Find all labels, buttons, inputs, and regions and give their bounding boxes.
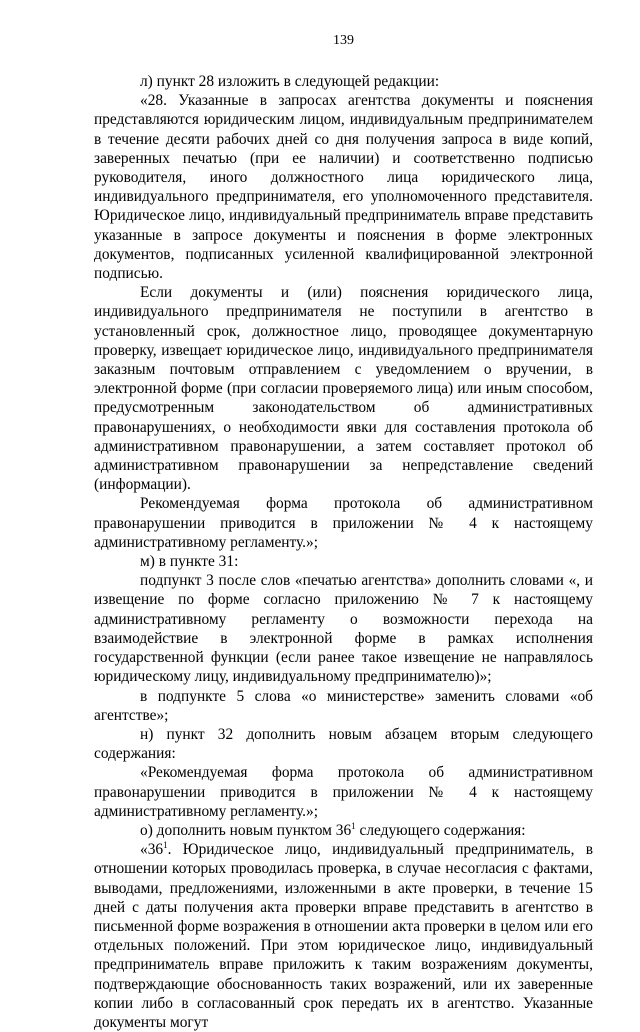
page-number: 139 xyxy=(333,33,354,48)
document-body xyxy=(94,72,593,1032)
paragraph-subpoint-3: подпункт 3 после слов «печатью агентства» дополнить словами «, и извещение по форме согласно приложению № 7 к настоящему административному регламенту о возможности перехода на взаимодействие в электронной форме в рамках исполнения государственной функции (если ранее такое извещение не направлялось юридическому лицу, индивидуальному предпринимателю)»; xyxy=(94,572,593,686)
paragraph-item-l: л) пункт 28 изложить в следующей редакции: xyxy=(140,73,440,90)
paragraph-subpoint-5: в подпункте 5 слова «о министерстве» заменить словами «об агентстве»; xyxy=(94,687,593,724)
paragraph-point-28: «28. Указанные в запросах агентства документы и пояснения представляются юридическим лицом, индивидуальным предпринимателем в течение десяти рабочих дней со дня получения запроса в виде копий, заверенных печатью (при ее наличии) и соответственно подписью руководителя, иного должностного лица юридического лица, индивидуального предпринимателя, его уполномоченного представителя. Юридическое лицо, индивидуальный предприниматель вправе представить указанные в запросе документы и пояснения в форме электронных документов, подписанных усиленной квалифицированной электронной подписью. xyxy=(94,92,593,283)
paragraph-item-o: о) дополнить новым пунктом $36^1$ следующего содержания: xyxy=(140,820,526,839)
paragraph-point-36-1: «$36^1$. Юридическое лицо, индивидуальный предприниматель, в отношении которых проводилась проверка, в случае несогласия с фактами, выводами, предложениями, изложенными в акте проверки, в течение 15 дней с даты получения акта проверки вправе представить в агентство в письменной форме возражения в отношении акта проверки в целом или его отдельных положений. При этом юридическое лицо, индивидуальный предприниматель вправе приложить к таким возражениям документы, подтверждающие обоснованность таких возражений, или их заверенные копии либо в согласованный срок передать их в агентство. Указанные документы могут xyxy=(94,840,593,1031)
paragraph-item-m: м) в пункте 31: xyxy=(140,553,239,571)
paragraph-protocol-form: Рекомендуемая форма протокола об административном правонарушении приводится в приложении № 4 к настоящему административному регламенту.»; xyxy=(94,495,593,551)
paragraph-item-n: н) пункт 32 дополнить новым абзацем вторым следующего содержания: xyxy=(94,725,593,763)
paragraph-protocol-form-2: «Рекомендуемая форма протокола об административном правонарушении приводится в приложении № 4 к настоящему административному регламенту.»; xyxy=(94,764,593,820)
paragraph-documents-not-received: Если документы и (или) пояснения юридического лица, индивидуального предпринимателя не поступили в агентство в установленный срок, должностное лицо, проводящее документарную проверку, извещает юридическое лицо, индивидуального предпринимателя заказным почтовым отправлением с уведомлением о вручении, в электронной форме (при согласии проверяемого лица) или иным способом, предусмотренным законодательством об административных правонарушениях, о необходимости явки для составления протокола об административном правонарушении, а затем составляет протокол об административном правонарушении за непредставление сведений (информации). xyxy=(94,284,593,494)
